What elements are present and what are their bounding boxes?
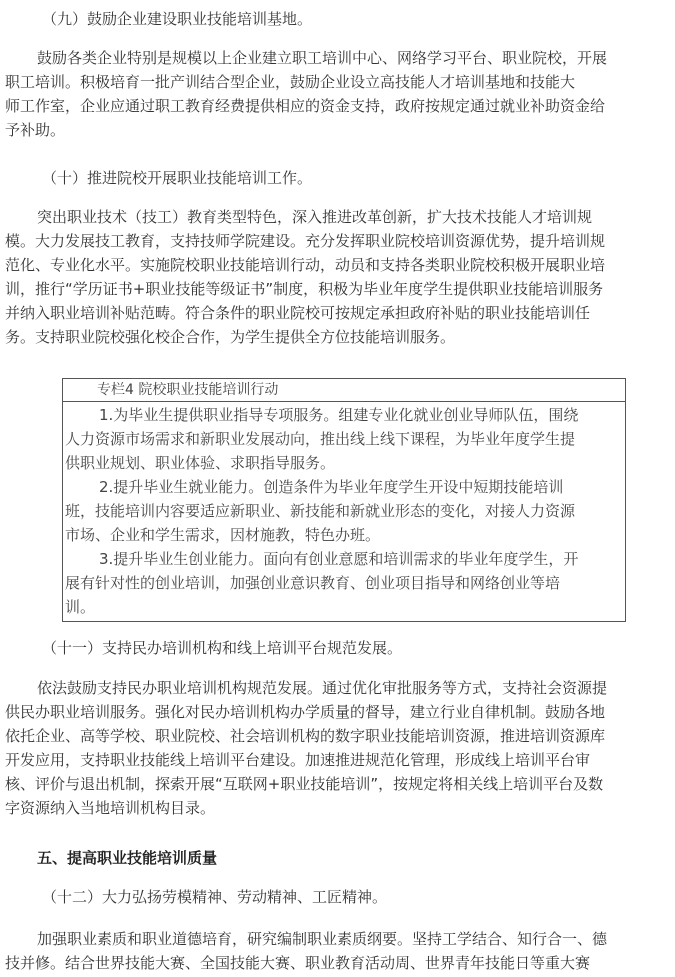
box-line: 1.为毕业生提供职业指导专项服务。组建专业化就业创业导师队伍，围绕 bbox=[99, 406, 579, 424]
paragraph-line: 字资源纳入当地培训机构目录。 bbox=[5, 799, 216, 817]
column-box bbox=[62, 378, 626, 622]
paragraph-line: 范化、专业化水平。实施院校职业技能培训行动，动员和支持各类职业院校积极开展职业培 bbox=[5, 256, 606, 274]
paragraph-line: 鼓励各类企业特别是规模以上企业建立职工培训中心、网络学习平台、职业院校，开展 bbox=[37, 49, 608, 67]
paragraph-line: 依法鼓励支持民办职业培训机构规范发展。通过优化审批服务等方式，支持社会资源提 bbox=[37, 679, 608, 697]
box-line: 3.提升毕业生创业能力。面向有创业意愿和培训需求的毕业年度学生，开 bbox=[99, 550, 579, 568]
paragraph-line: 模。大力发展技工教育，支持技师学院建设。充分发挥职业院校培训资源优势，提升培训规 bbox=[5, 232, 606, 250]
box-body bbox=[63, 403, 625, 619]
box-line: 训。 bbox=[65, 598, 96, 616]
box-item-1 bbox=[63, 403, 625, 475]
heading-10: （十）推进院校开展职业技能培训工作。 bbox=[42, 169, 313, 187]
paragraph-line: 加强职业素质和职业道德培育，研究编制职业素质纲要。坚持工学结合、知行合一、德 bbox=[37, 930, 608, 948]
paragraph-12 bbox=[5, 927, 669, 975]
paragraph-line: 师工作室，企业应通过职工教育经费提供相应的资金支持，政府按规定通过就业补助资金给 bbox=[5, 97, 606, 115]
box-title: 专栏4 院校职业技能培训行动 bbox=[63, 379, 625, 402]
paragraph-line: 务。支持职业院校强化校企合作，为学生提供全方位技能培训服务。 bbox=[5, 328, 456, 346]
paragraph-line: 突出职业技术（技工）教育类型特色，深入推进改革创新，扩大技术技能人才培训规 bbox=[37, 208, 593, 226]
box-line: 展有针对性的创业培训，加强创业意识教育、创业项目指导和网络创业等培 bbox=[65, 574, 561, 592]
paragraph-line: 并纳入职业培训补贴范畴。符合条件的职业院校可按规定承担政府补贴的职业技能培训任 bbox=[5, 304, 591, 322]
box-line: 2.提升毕业生就业能力。创造条件为毕业年度学生开设中短期技能培训 bbox=[99, 478, 564, 496]
box-item-3 bbox=[63, 547, 625, 619]
paragraph-line: 职工培训。积极培育一批产训结合型企业，鼓励企业设立高技能人才培训基地和技能大 bbox=[5, 73, 576, 91]
box-line: 供职业规划、职业体验、求职指导服务。 bbox=[65, 454, 336, 472]
paragraph-line: 核、评价与退出机制，探索开展“互联网+职业技能培训”，按规定将相关线上培训平台及数 bbox=[5, 775, 604, 793]
paragraph-10 bbox=[5, 205, 669, 349]
box-line: 人力资源市场需求和新职业发展动向，推出线上线下课程，为毕业年度学生提 bbox=[65, 430, 576, 448]
box-line: 市场、企业和学生需求，因材施教，特色办班。 bbox=[65, 526, 381, 544]
heading-11: （十一）支持民办培训机构和线上培训平台规范发展。 bbox=[42, 639, 403, 657]
paragraph-line: 技并修。结合世界技能大赛、全国技能大赛、职业教育活动周、世界青年技能日等重大赛 bbox=[5, 954, 591, 972]
paragraph-line: 开发应用，支持职业技能线上培训平台建设。加速推进规范化管理，形成线上培训平台审 bbox=[5, 751, 591, 769]
paragraph-line: 予补助。 bbox=[5, 121, 66, 139]
paragraph-line: 依托企业、高等学校、职业院校、社会培训机构的数字职业技能培训资源，推进培训资源库 bbox=[5, 727, 606, 745]
paragraph-line: 供民办职业培训服务。强化对民办培训机构办学质量的督导，建立行业自律机制。鼓励各地 bbox=[5, 703, 606, 721]
paragraph-9 bbox=[5, 46, 669, 142]
box-item-2 bbox=[63, 475, 625, 547]
paragraph-line: 训，推行“学历证书+职业技能等级证书”制度，积极为毕业年度学生提供职业技能培训服务 bbox=[5, 280, 604, 298]
heading-9: （九）鼓励企业建设职业技能培训基地。 bbox=[42, 10, 313, 28]
heading-12: （十二）大力弘扬劳模精神、劳动精神、工匠精神。 bbox=[42, 888, 388, 906]
box-line: 班，技能培训内容要适应新职业、新技能和新就业形态的变化，对接人力资源 bbox=[65, 502, 576, 520]
section-title-5: 五、提高职业技能培训质量 bbox=[37, 849, 218, 867]
paragraph-11 bbox=[5, 676, 669, 820]
